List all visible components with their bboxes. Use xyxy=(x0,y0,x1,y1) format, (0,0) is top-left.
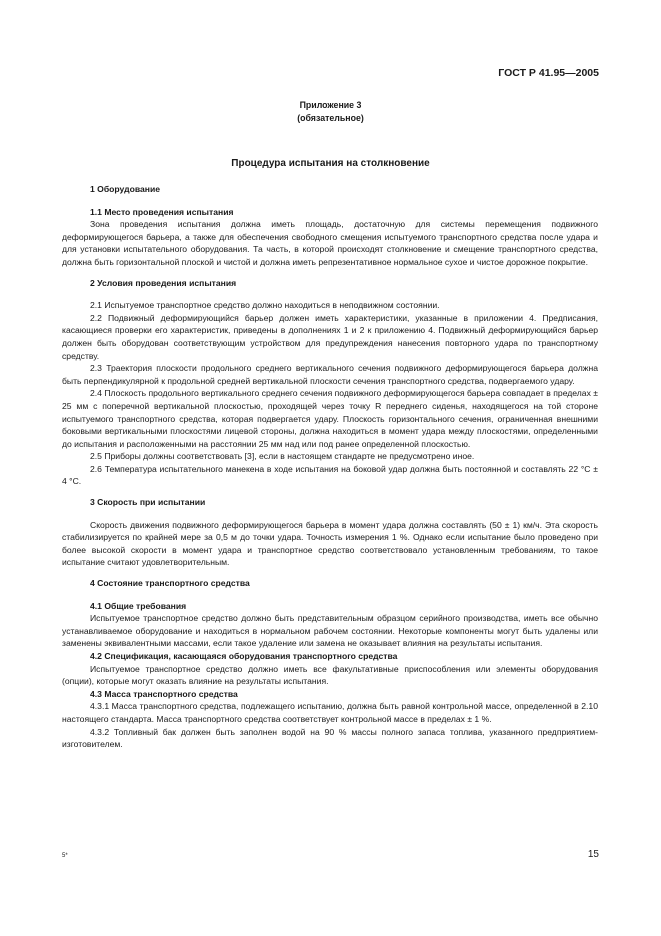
paragraph-2-4: 2.4 Плоскость продольного вертикального среднего сечения подвижного деформирующегося барьера совпадает в пределах ± 25 мм с поперечной вертикальной плоскостью, проходящей через точку R переднего сиденья, находящегося на той стороне испытуемого транспортного средства, которая подвергается удару. Плоскость горизонтального сечения, ограниченная внешними боковыми вертикальными плоскостями лицевой стороны, должна находиться в момент удара между плоскостями, определенными до испытания и расположенными на расстоянии 25 мм над или под ранее определенной плоскостью. xyxy=(62,388,598,449)
paragraph-4-3-2: 4.3.2 Топливный бак должен быть заполнен водой на 90 % массы полного запаса топлива, указанного предприятием-изготовителем. xyxy=(62,726,598,750)
paragraph-4-3-1: 4.3.1 Масса транспортного средства, подлежащего испытанию, должна быть равной контрольной массе, определенной в 2.10 настоящего стандарта. Масса транспортного средства соответствует контрольной массе в пределах ± 1 %. xyxy=(62,701,598,724)
paragraph-2-5: 2.5 Приборы должны соответствовать [3], если в настоящем стандарте не предусмотрено иное. xyxy=(90,451,475,462)
sheet-mark: 5* xyxy=(62,853,68,859)
paragraph-3: Скорость движения подвижного деформирующегося барьера в момент удара должна составлять (50 ± 1) км/ч. Эта скорость стабилизируется по крайней мере за 0,5 м до точки удара. Точность измерения 1 %. Однако если испытание было проведено при более высокой скорости в момент удара и транспортное средство соответствовало установленным требованиям, то такое испытание считают удовлетворительным. xyxy=(62,519,598,568)
subsection-heading-4-2: 4.2 Спецификация, касающаяся оборудования транспортного средства xyxy=(90,651,398,661)
subsection-heading-4-1: 4.1 Общие требования xyxy=(90,600,187,611)
paragraph-4-1: Испытуемое транспортное средство должно быть представительным образцом серийного производства, иметь все обычно устанавливаемое оборудование и находиться в нормальном рабочем состоянии. Некоторые компоненты могут быть удалены или заменены эквивалентными массами, если такое удаление или замена не оказывает влияния на результаты испытания. xyxy=(62,613,598,649)
paragraph-1-1: Зона проведения испытания должна иметь площадь, достаточную для системы перемещения подвижного деформирующегося барьера, а также для обеспечения свободного смещения испытуемого транспортного средства после удара и для установки испытательного оборудования. Та часть, в которой происходят столкновение и смещение транспортного средства, должна быть горизонтальной плоской и чистой и должна иметь репрезентативное нормальное сухое и чистое дорожное покрытие. xyxy=(62,219,598,267)
section-heading-2: 2 Условия проведения испытания xyxy=(90,277,237,288)
paragraph-2-6: 2.6 Температура испытательного манекена в ходе испытания на боковой удар должна быть постоянной и составлять 22 °С ± 4 °С. xyxy=(62,463,598,487)
document-body xyxy=(62,183,598,751)
appendix-label: Приложение 3 xyxy=(299,100,362,110)
subsection-heading-1-1: 1.1 Место проведения испытания xyxy=(90,206,234,217)
paragraph-4-2: Испытуемое транспортное средство должно иметь все факультативные приспособления или элементы оборудования (опции), которые могут оказать влияние на результаты испытания. xyxy=(62,663,598,687)
appendix-heading xyxy=(0,99,661,124)
paragraph-2-1: 2.1 Испытуемое транспортное средство должно находиться в неподвижном состоянии. xyxy=(90,300,440,311)
document-title: Процедура испытания на столкновение xyxy=(231,158,430,169)
paragraph-2-2: 2.2 Подвижный деформирующийся барьер должен иметь характеристики, указанные в приложении 4. Предписания, касающиеся проверки его характеристик, приведены в дополнениях 1 и 2 к приложению 4. Подвижный деформирующийся барьер должен быть оборудован соответствующим устройством для предупреждения нанесения повторного удара по транспортному средству. xyxy=(62,312,598,361)
standard-code: ГОСТ Р 41.95—2005 xyxy=(498,67,599,79)
section-heading-4: 4 Состояние транспортного средства xyxy=(90,578,250,589)
section-heading-3: 3 Скорость при испытании xyxy=(90,497,206,508)
page-number: 15 xyxy=(587,849,599,860)
section-heading-1: 1 Оборудование xyxy=(90,184,161,194)
appendix-type: (обязательное) xyxy=(297,112,364,123)
subsection-heading-4-3: 4.3 Масса транспортного средства xyxy=(90,688,238,699)
paragraph-2-3: 2.3 Траектория плоскости продольного среднего вертикального сечения подвижного деформирующегося барьера должна быть перпендикулярной к продольной средней вертикальной плоскости сечения транспортного средства, подвергаемого удару. xyxy=(62,363,598,386)
